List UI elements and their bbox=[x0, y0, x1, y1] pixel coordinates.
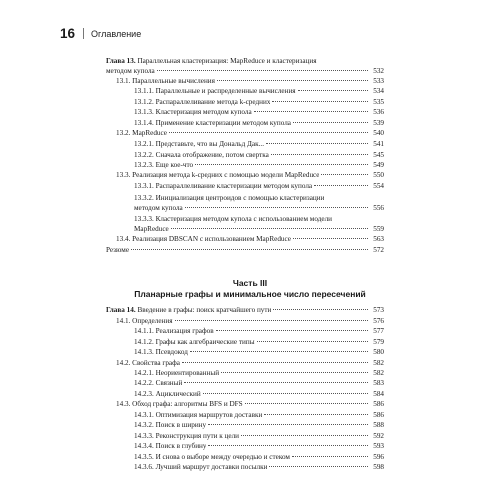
toc-page-number: 540 bbox=[373, 129, 384, 137]
toc-entry-label bbox=[134, 431, 239, 441]
toc-entry bbox=[134, 326, 384, 336]
toc-entry-label bbox=[134, 389, 201, 399]
toc-page-number: 539 bbox=[373, 119, 384, 127]
toc-entry-label bbox=[134, 107, 252, 117]
toc-entry-text: 13.1.3. Кластеризация методом купола bbox=[134, 108, 252, 116]
toc-entry bbox=[134, 431, 384, 441]
toc-entry bbox=[134, 410, 384, 420]
toc-entry-text: Параллельная кластеризация: MapReduce и кластеризация bbox=[135, 57, 317, 65]
toc-entry-text: 13.2.1. Представьте, что вы Дональд Дак... bbox=[134, 140, 264, 148]
toc-leader-dots bbox=[131, 249, 368, 250]
toc-leader-dots bbox=[257, 341, 368, 342]
toc-entry-label bbox=[116, 128, 167, 138]
toc-entry-label bbox=[116, 170, 319, 180]
toc-entry-text: 13.4. Реализация DBSCAN с использованием MapReduce bbox=[116, 235, 291, 243]
toc-entry bbox=[134, 107, 384, 117]
toc-entry bbox=[134, 214, 384, 224]
toc-entry bbox=[116, 128, 384, 138]
toc-entry-label bbox=[134, 150, 269, 160]
toc-entry bbox=[134, 193, 384, 203]
toc-page-number: 580 bbox=[373, 348, 384, 356]
toc-page-number: 582 bbox=[373, 359, 384, 367]
toc-entry bbox=[116, 76, 384, 86]
toc-leader-dots bbox=[190, 351, 368, 352]
toc-entry bbox=[134, 181, 384, 191]
toc-entry-label bbox=[134, 214, 332, 224]
toc-entry-continuation bbox=[134, 224, 384, 234]
toc-leader-dots bbox=[298, 90, 368, 91]
toc-entry-label bbox=[134, 193, 324, 203]
toc-entry-text: 14.2.3. Ациклический bbox=[134, 390, 201, 398]
toc-entry bbox=[116, 399, 384, 409]
toc-page-number: 559 bbox=[373, 225, 384, 233]
toc-entry-label bbox=[134, 452, 290, 462]
toc-leader-dots bbox=[208, 445, 368, 446]
toc-entry-label bbox=[106, 305, 271, 315]
toc-entry-label bbox=[134, 139, 264, 149]
toc-leader-dots bbox=[185, 207, 368, 208]
toc-entry-label bbox=[134, 118, 291, 128]
toc-leader-dots bbox=[221, 372, 368, 373]
toc-entry-label bbox=[134, 337, 255, 347]
toc-page-number: 572 bbox=[373, 246, 384, 254]
header-title: Оглавление bbox=[91, 28, 142, 39]
toc-entry bbox=[134, 160, 384, 170]
toc-leader-dots bbox=[266, 143, 368, 144]
toc-page-number: 573 bbox=[373, 306, 384, 314]
toc-page-number: 556 bbox=[373, 204, 384, 212]
toc-entry bbox=[116, 234, 384, 244]
toc-entry-text: 13.2.3. Еще кое-что bbox=[134, 161, 194, 169]
toc-leader-dots bbox=[293, 238, 368, 239]
toc-entry-text: 14.1.3. Псевдокод bbox=[134, 348, 188, 356]
toc-leader-dots bbox=[271, 154, 368, 155]
toc-leader-dots bbox=[169, 132, 368, 133]
toc-entry bbox=[134, 337, 384, 347]
toc-page-number: 596 bbox=[373, 453, 384, 461]
toc-leader-dots bbox=[195, 164, 368, 165]
toc-entry-label bbox=[134, 326, 214, 336]
toc-page-number: 576 bbox=[373, 317, 384, 325]
toc-entry-text: Резюме bbox=[106, 246, 130, 254]
toc-leader-dots bbox=[272, 101, 368, 102]
toc-entry-continuation-text: MapReduce bbox=[134, 225, 169, 233]
toc-leader-dots bbox=[216, 330, 368, 331]
toc-page-number: 586 bbox=[373, 411, 384, 419]
toc-entry-text: 14.3.3. Реконструкция пути к цели bbox=[134, 432, 240, 440]
toc-entry-text: 13.1.2. Распараллеливание метода k-средних bbox=[134, 98, 271, 106]
toc-entry-text: 14.3.6. Лучший маршрут доставки посылки bbox=[134, 463, 268, 471]
toc-entry-text: 13.3.2. Инициализация центроидов с помощью кластеризации bbox=[134, 194, 325, 202]
toc-leader-dots bbox=[182, 362, 368, 363]
toc-entry-label bbox=[116, 399, 243, 409]
toc-entry-text: 14.3.2. Поиск в ширину bbox=[134, 421, 207, 429]
toc-leader-dots bbox=[217, 80, 368, 81]
toc-leader-dots bbox=[292, 456, 368, 457]
toc-entry bbox=[134, 368, 384, 378]
toc-leader-dots bbox=[273, 309, 368, 310]
toc-entry bbox=[134, 378, 384, 388]
toc-entry-label bbox=[134, 160, 193, 170]
toc-entry-text: 14.1. Определения bbox=[116, 317, 173, 325]
toc-entry-text: 13.2.2. Сначала отображение, потом свертка bbox=[134, 151, 269, 159]
toc-entry-text: 14.3.5. И снова о выборе между очередью и стеком bbox=[134, 453, 290, 461]
toc-entry-label bbox=[134, 410, 262, 420]
toc-leader-dots bbox=[241, 435, 368, 436]
toc-leader-dots bbox=[157, 70, 368, 71]
toc-leader-dots bbox=[184, 382, 368, 383]
toc-page-number: 534 bbox=[373, 87, 384, 95]
toc-entry-continuation bbox=[106, 66, 384, 76]
toc-page-number: 586 bbox=[373, 400, 384, 408]
toc-entry-continuation bbox=[134, 203, 384, 213]
toc-page-number: 541 bbox=[373, 140, 384, 148]
toc-entry-text: 13.3.1. Распараллеливание кластеризации методом купола bbox=[134, 182, 313, 190]
toc-entry-text: 13.1. Параллельные вычисления bbox=[116, 77, 215, 85]
toc-page-number: 563 bbox=[373, 235, 384, 243]
toc-entry bbox=[106, 245, 384, 255]
toc-entry-text: 14.3.1. Оптимизация маршрутов доставки bbox=[134, 411, 263, 419]
toc-entry bbox=[134, 97, 384, 107]
toc-leader-dots bbox=[314, 185, 368, 186]
part-number: Часть III bbox=[232, 278, 268, 288]
toc-leader-dots bbox=[175, 320, 368, 321]
toc-entry-text: 13.3. Реализация метода k-средних с помощью модели MapReduce bbox=[116, 171, 320, 179]
toc-entry bbox=[134, 118, 384, 128]
toc-page-number: 584 bbox=[373, 390, 384, 398]
toc-entry-text: 14.3.4. Поиск в глубину bbox=[134, 442, 207, 450]
header-divider bbox=[83, 28, 84, 39]
toc-page-number: 549 bbox=[373, 161, 384, 169]
toc-entry-label bbox=[116, 234, 291, 244]
toc-chapter-entry bbox=[106, 56, 384, 66]
toc-page-number: 550 bbox=[373, 171, 384, 179]
toc-entry bbox=[134, 462, 384, 472]
toc-entry-text: 14.2. Свойства графа bbox=[116, 359, 180, 367]
toc-entry-label bbox=[106, 56, 317, 66]
toc-entry bbox=[134, 441, 384, 451]
toc-entry-label bbox=[134, 420, 206, 430]
page-header bbox=[60, 26, 141, 41]
toc-entry bbox=[134, 452, 384, 462]
toc-entry-label bbox=[134, 462, 267, 472]
toc-entry-continuation-text: методом купола bbox=[134, 204, 183, 212]
toc-entry-text: 14.3. Обход графа: алгоритмы BFS и DFS bbox=[116, 400, 243, 408]
toc-entry-continuation-text: методом купола bbox=[106, 67, 155, 75]
toc-entry-label bbox=[134, 347, 188, 357]
toc-leader-dots bbox=[203, 393, 368, 394]
toc-page-number: 532 bbox=[373, 67, 384, 75]
toc-entry-text: 13.1.1. Параллельные и распределенные вычисления bbox=[134, 87, 296, 95]
toc-entry bbox=[116, 358, 384, 368]
toc-entry bbox=[134, 86, 384, 96]
toc-page-number: 579 bbox=[373, 338, 384, 346]
page-number: 16 bbox=[60, 26, 76, 41]
toc-entry-label bbox=[116, 76, 215, 86]
toc-entry-label bbox=[134, 378, 182, 388]
toc-page-number: 554 bbox=[373, 182, 384, 190]
toc-entry-label bbox=[116, 358, 180, 368]
toc-entry-text: 13.2. MapReduce bbox=[116, 129, 167, 137]
toc-page-number: 577 bbox=[373, 327, 384, 335]
toc-entry-text: Введение в графы: поиск кратчайшего пути bbox=[135, 306, 272, 314]
toc-page-number: 593 bbox=[373, 442, 384, 450]
toc-leader-dots bbox=[269, 466, 368, 467]
toc-page-number: 533 bbox=[373, 77, 384, 85]
toc-page-number: 588 bbox=[373, 421, 384, 429]
toc-page-number: 545 bbox=[373, 151, 384, 159]
toc-entry-text: 14.1.2. Графы как алгебраические типы bbox=[134, 338, 255, 346]
toc-page-number: 535 bbox=[373, 98, 384, 106]
toc-entry-text: 14.1.1. Реализация графов bbox=[134, 327, 214, 335]
toc-entry-text: 14.2.1. Неориентированный bbox=[134, 369, 220, 377]
toc-chapter-prefix: Глава 13. bbox=[106, 57, 136, 65]
toc-leader-dots bbox=[264, 414, 368, 415]
toc-leader-dots bbox=[245, 403, 368, 404]
toc-entry-text: 13.3.3. Кластеризация методом купола с использованием модели bbox=[134, 215, 333, 223]
toc-entry-label bbox=[134, 97, 270, 107]
toc-page-number: 583 bbox=[373, 379, 384, 387]
toc-page-number: 592 bbox=[373, 432, 384, 440]
toc-page-number: 536 bbox=[373, 108, 384, 116]
toc-page-number: 598 bbox=[373, 463, 384, 471]
toc-entry-text: 13.1.4. Применение кластеризации методом купола bbox=[134, 119, 291, 127]
toc-entry bbox=[116, 170, 384, 180]
toc-chapter-entry bbox=[106, 305, 384, 315]
toc-entry bbox=[116, 316, 384, 326]
toc-leader-dots bbox=[321, 174, 368, 175]
toc-chapter-prefix: Глава 14. bbox=[106, 306, 136, 314]
toc-entry-label bbox=[134, 86, 296, 96]
toc-entry bbox=[134, 420, 384, 430]
toc-entry-text: 14.2.2. Связный bbox=[134, 379, 183, 387]
toc-entry bbox=[134, 139, 384, 149]
toc-leader-dots bbox=[171, 228, 368, 229]
toc-entry bbox=[134, 150, 384, 160]
toc-entry-label bbox=[134, 441, 206, 451]
toc-entry-label bbox=[116, 316, 173, 326]
toc-entry-label bbox=[134, 368, 219, 378]
toc-entry bbox=[134, 347, 384, 357]
toc-leader-dots bbox=[208, 424, 368, 425]
toc-leader-dots bbox=[293, 122, 368, 123]
part-title: Планарные графы и минимальное число пересечений bbox=[134, 289, 366, 299]
toc-leader-dots bbox=[254, 111, 368, 112]
toc-entry bbox=[134, 389, 384, 399]
toc-page-number: 582 bbox=[373, 369, 384, 377]
toc-entry-label bbox=[106, 245, 129, 255]
toc-entry-label bbox=[134, 181, 312, 191]
